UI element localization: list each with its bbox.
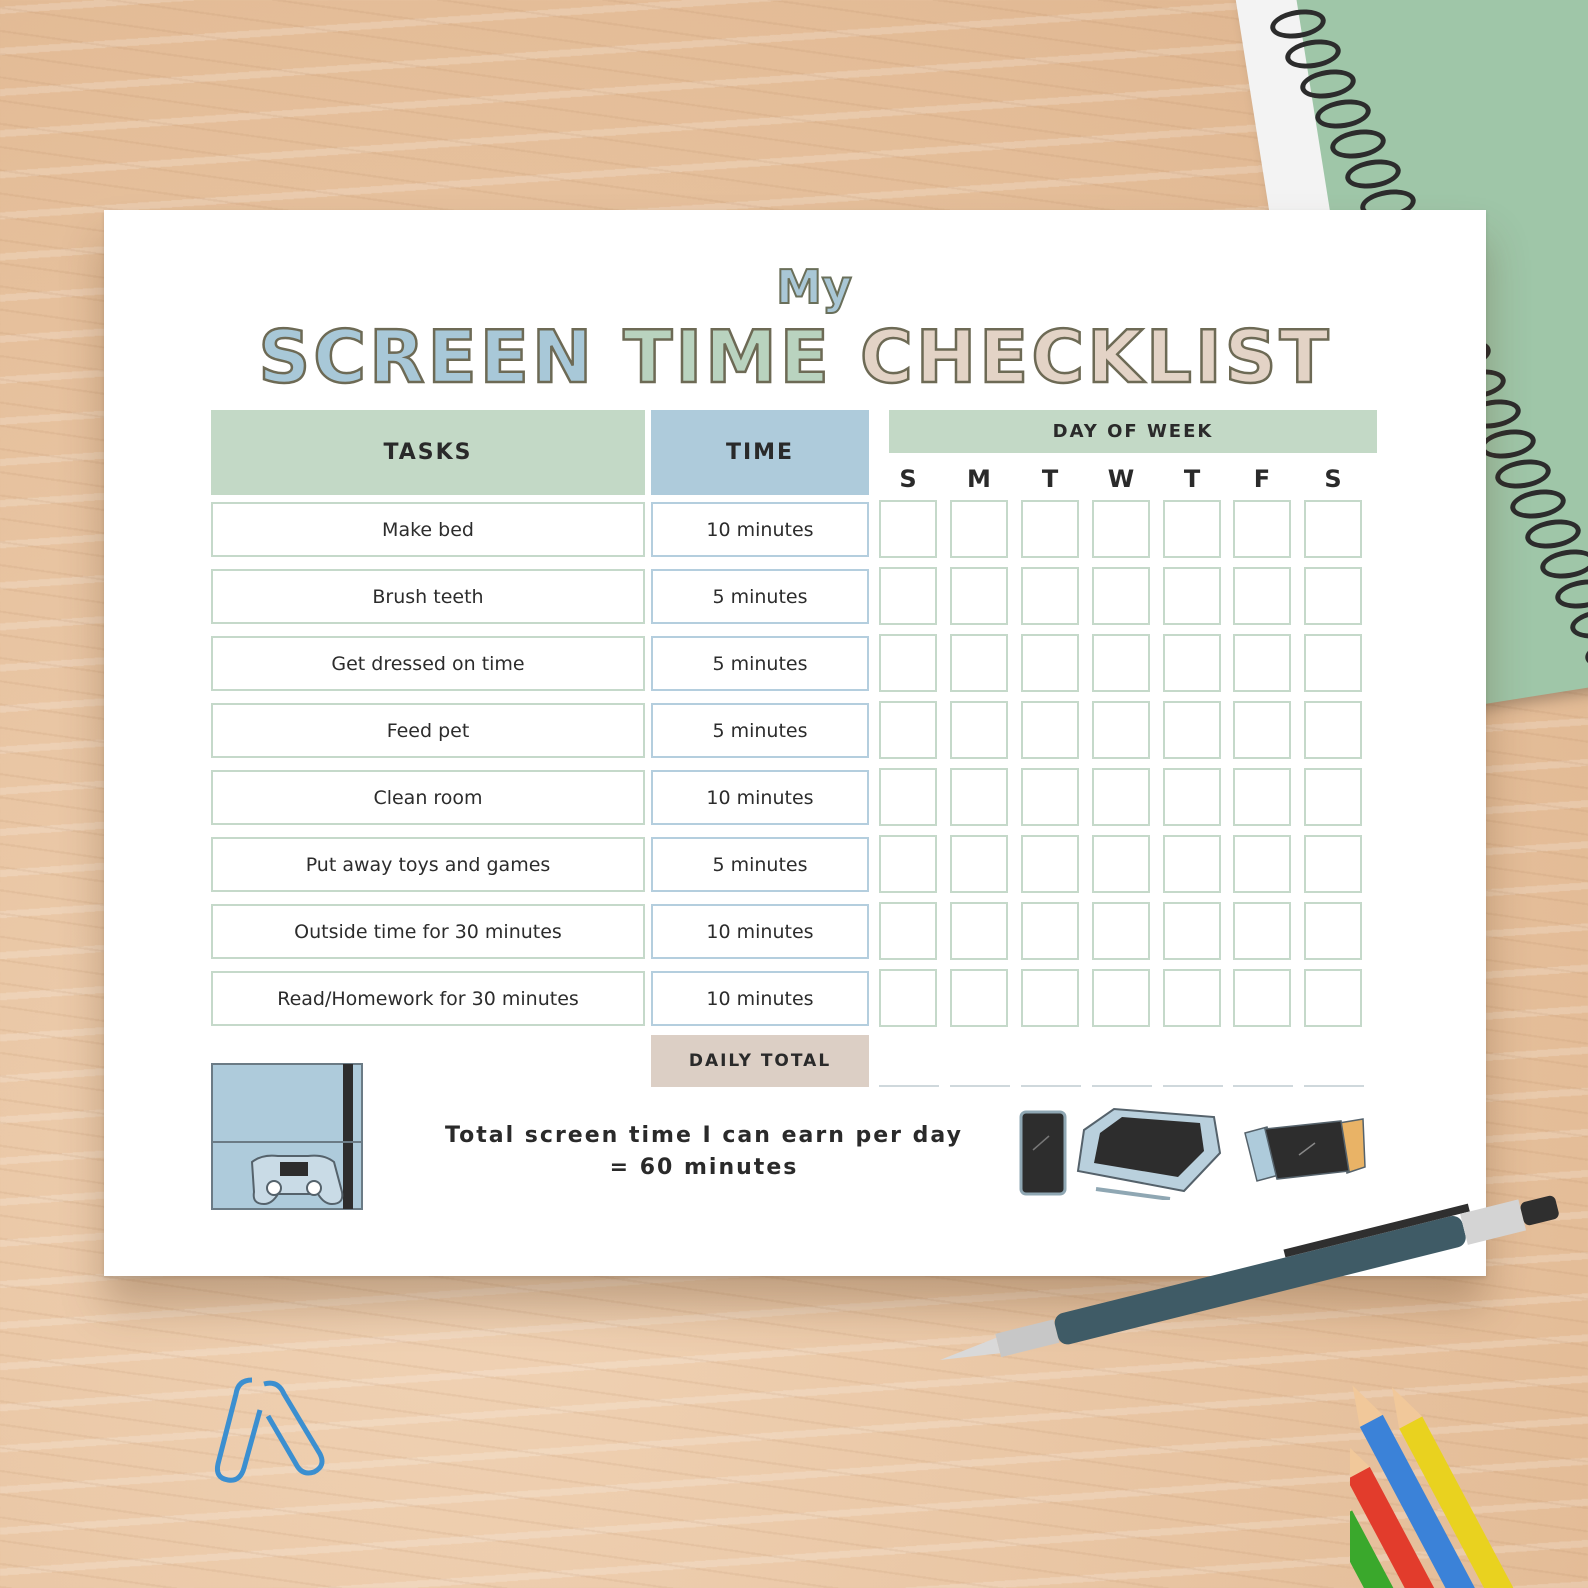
day-checkbox[interactable] xyxy=(1163,835,1221,893)
page-title xyxy=(104,315,1486,399)
colored-pencils xyxy=(1350,1340,1588,1588)
day-checkbox[interactable] xyxy=(950,634,1008,692)
day-checkbox[interactable] xyxy=(879,835,937,893)
day-letter: T xyxy=(1183,465,1201,493)
day-checkbox[interactable] xyxy=(1233,768,1291,826)
day-checkbox[interactable] xyxy=(1021,768,1079,826)
day-checkbox[interactable] xyxy=(950,567,1008,625)
day-checkbox[interactable] xyxy=(1233,902,1291,960)
day-checkbox[interactable] xyxy=(1233,969,1291,1027)
day-checkbox[interactable] xyxy=(879,500,937,558)
day-checkbox[interactable] xyxy=(1233,835,1291,893)
daily-total-line[interactable] xyxy=(879,1085,939,1087)
day-checkbox[interactable] xyxy=(1163,567,1221,625)
day-checkbox[interactable] xyxy=(1163,902,1221,960)
day-checkbox[interactable] xyxy=(1233,634,1291,692)
day-checkbox[interactable] xyxy=(1304,634,1362,692)
task-cell: Feed pet xyxy=(211,703,645,758)
time-header: TIME xyxy=(651,410,869,495)
daily-total-line[interactable] xyxy=(1163,1085,1223,1087)
time-cell: 5 minutes xyxy=(651,636,869,691)
day-checkbox[interactable] xyxy=(1092,768,1150,826)
smartphone-icon xyxy=(1019,1110,1067,1196)
day-checkbox[interactable] xyxy=(879,567,937,625)
checklist-sheet xyxy=(104,210,1486,1276)
day-letter: T xyxy=(1041,465,1059,493)
drawing-tablet-icon xyxy=(1074,1105,1224,1200)
day-checkbox[interactable] xyxy=(1304,500,1362,558)
daily-total-line[interactable] xyxy=(1092,1085,1152,1087)
day-checkbox[interactable] xyxy=(1304,902,1362,960)
time-cell: 10 minutes xyxy=(651,971,869,1026)
time-cell: 10 minutes xyxy=(651,904,869,959)
day-checkbox[interactable] xyxy=(1021,500,1079,558)
daily-total-line[interactable] xyxy=(950,1085,1010,1087)
task-cell: Brush teeth xyxy=(211,569,645,624)
day-checkbox[interactable] xyxy=(950,500,1008,558)
day-of-week-header: DAY OF WEEK xyxy=(889,410,1377,453)
day-checkbox[interactable] xyxy=(1163,500,1221,558)
day-checkbox[interactable] xyxy=(879,902,937,960)
day-checkbox[interactable] xyxy=(1021,634,1079,692)
day-checkbox[interactable] xyxy=(1092,835,1150,893)
day-checkbox[interactable] xyxy=(1092,902,1150,960)
earn-note-line2: = 60 minutes xyxy=(609,1155,799,1180)
daily-total-label: DAILY TOTAL xyxy=(651,1035,869,1087)
day-checkbox[interactable] xyxy=(950,902,1008,960)
time-cell: 5 minutes xyxy=(651,837,869,892)
day-checkbox[interactable] xyxy=(879,634,937,692)
daily-total-line[interactable] xyxy=(1304,1085,1364,1087)
game-console-icon xyxy=(208,1062,368,1212)
day-checkbox[interactable] xyxy=(1021,969,1079,1027)
day-checkbox[interactable] xyxy=(1233,701,1291,759)
day-checkbox[interactable] xyxy=(1092,969,1150,1027)
day-checkbox[interactable] xyxy=(1021,701,1079,759)
day-checkbox[interactable] xyxy=(1092,701,1150,759)
day-checkbox[interactable] xyxy=(1163,969,1221,1027)
title-my: My xyxy=(776,260,852,314)
day-letter: M xyxy=(967,465,991,493)
task-cell: Put away toys and games xyxy=(211,837,645,892)
day-checkbox[interactable] xyxy=(1021,902,1079,960)
day-checkbox[interactable] xyxy=(950,768,1008,826)
day-checkbox[interactable] xyxy=(879,969,937,1027)
day-checkbox[interactable] xyxy=(950,701,1008,759)
task-cell: Make bed xyxy=(211,502,645,557)
title-word-time: TIME xyxy=(623,315,832,399)
daily-total-line[interactable] xyxy=(1021,1085,1081,1087)
day-letter: W xyxy=(1107,465,1135,493)
day-letter: S xyxy=(899,465,917,493)
title-word-screen: SCREEN xyxy=(258,315,596,399)
task-cell: Read/Homework for 30 minutes xyxy=(211,971,645,1026)
day-letter: F xyxy=(1253,465,1271,493)
time-cell: 10 minutes xyxy=(651,770,869,825)
task-cell: Outside time for 30 minutes xyxy=(211,904,645,959)
daily-total-line[interactable] xyxy=(1233,1085,1293,1087)
day-checkbox[interactable] xyxy=(1163,634,1221,692)
day-checkbox[interactable] xyxy=(1304,567,1362,625)
day-checkbox[interactable] xyxy=(1092,634,1150,692)
day-checkbox[interactable] xyxy=(1233,567,1291,625)
day-letter: S xyxy=(1324,465,1342,493)
day-checkbox[interactable] xyxy=(950,835,1008,893)
day-checkbox[interactable] xyxy=(1163,701,1221,759)
title-word-checklist: CHECKLIST xyxy=(860,315,1332,399)
day-checkbox[interactable] xyxy=(1304,768,1362,826)
day-checkbox[interactable] xyxy=(1304,701,1362,759)
time-cell: 5 minutes xyxy=(651,569,869,624)
day-checkbox[interactable] xyxy=(879,701,937,759)
day-checkbox[interactable] xyxy=(1163,768,1221,826)
day-checkbox[interactable] xyxy=(1304,835,1362,893)
time-cell: 10 minutes xyxy=(651,502,869,557)
earn-note xyxy=(404,1120,1004,1184)
day-checkbox[interactable] xyxy=(1021,835,1079,893)
tasks-header: TASKS xyxy=(211,410,645,495)
day-checkbox[interactable] xyxy=(1092,567,1150,625)
day-checkbox[interactable] xyxy=(1233,500,1291,558)
paperclip-icon xyxy=(212,1370,332,1490)
earn-note-line1: Total screen time I can earn per day xyxy=(445,1123,963,1148)
time-cell: 5 minutes xyxy=(651,703,869,758)
day-checkbox[interactable] xyxy=(879,768,937,826)
task-cell: Get dressed on time xyxy=(211,636,645,691)
day-checkbox[interactable] xyxy=(1304,969,1362,1027)
task-cell: Clean room xyxy=(211,770,645,825)
day-checkbox[interactable] xyxy=(1092,500,1150,558)
handheld-game-icon xyxy=(1239,1115,1369,1190)
day-checkbox[interactable] xyxy=(1021,567,1079,625)
day-checkbox[interactable] xyxy=(950,969,1008,1027)
